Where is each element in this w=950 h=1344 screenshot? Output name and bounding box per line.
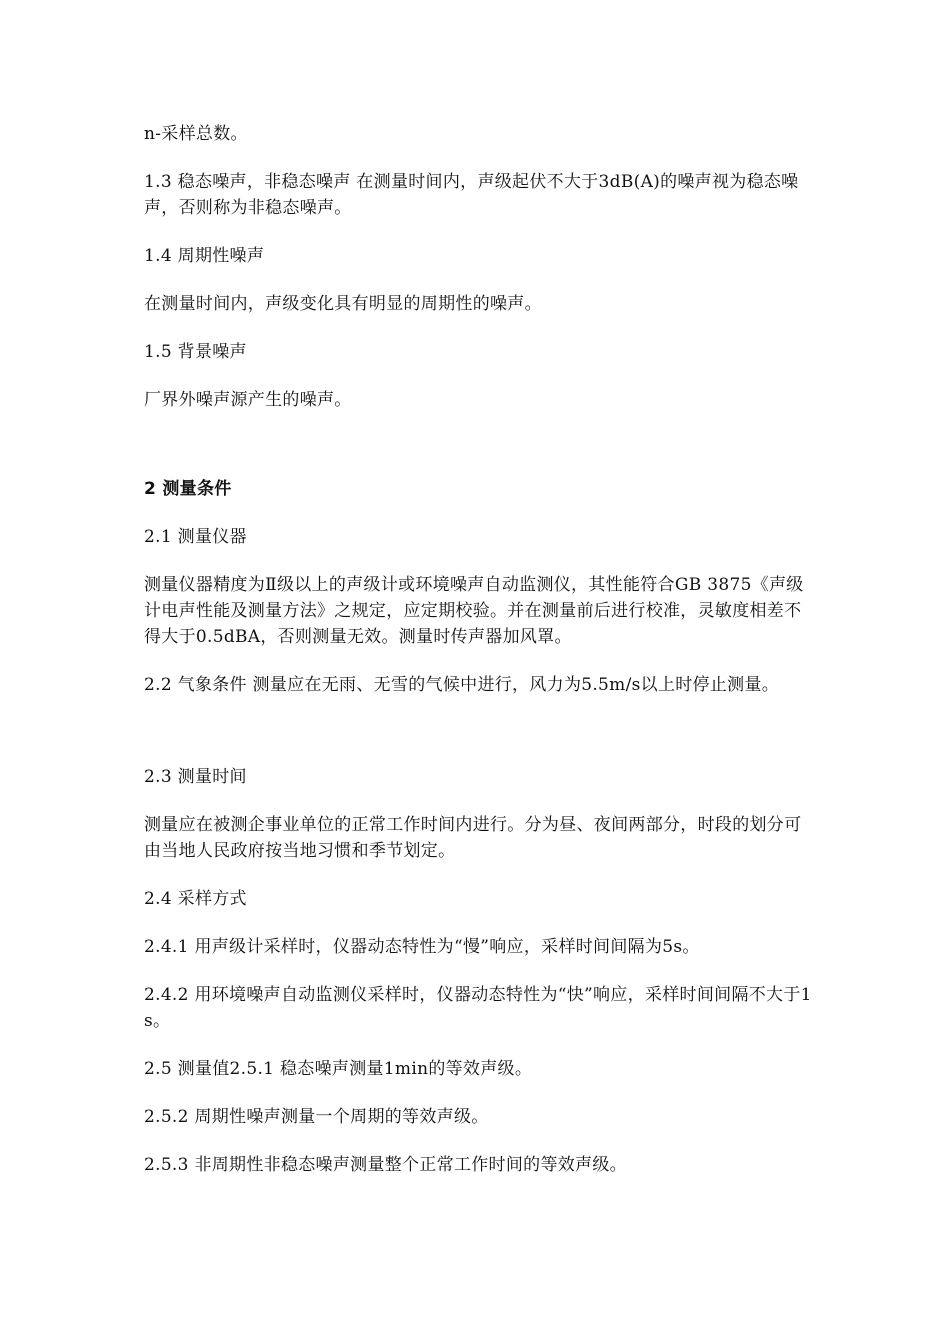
paragraph-1-3: 1.3 稳态噪声，非稳态噪声 在测量时间内，声级起伏不大于3dB(A)的噪声视为稳态噪声，否则称为非稳态噪声。 xyxy=(144,172,799,218)
heading-2-3: 2.3 测量时间 xyxy=(144,767,247,787)
heading-1-5: 1.5 背景噪声 xyxy=(144,342,247,362)
paragraph-2-5-3: 2.5.3 非周期性非稳态噪声测量整个正常工作时间的等效声级。 xyxy=(144,1155,627,1175)
paragraph-sample-count: n-采样总数。 xyxy=(144,124,248,144)
paragraph-2-3-body: 测量应在被测企事业单位的正常工作时间内进行。分为昼、夜间两部分，时段的划分可由当地人民政府按当地习惯和季节划定。 xyxy=(144,815,802,861)
paragraph-2-2: 2.2 气象条件 测量应在无雨、无雪的气候中进行，风力为5.5m/s以上时停止测量。 xyxy=(144,675,780,695)
paragraph-2-4-2: 2.4.2 用环境噪声自动监测仪采样时，仪器动态特性为“快”响应，采样时间间隔不大于1s。 xyxy=(144,985,812,1031)
heading-2-4: 2.4 采样方式 xyxy=(144,889,247,909)
paragraph-1-4-body: 在测量时间内，声级变化具有明显的周期性的噪声。 xyxy=(144,294,542,314)
paragraph-2-5-2: 2.5.2 周期性噪声测量一个周期的等效声级。 xyxy=(144,1107,489,1127)
heading-2-1: 2.1 测量仪器 xyxy=(144,527,247,547)
paragraph-1-5-body: 厂界外噪声源产生的噪声。 xyxy=(144,390,352,410)
paragraph-2-1-body: 测量仪器精度为Ⅱ级以上的声级计或环境噪声自动监测仪，其性能符合GB 3875《声级计电声性能及测量方法》之规定，应定期校验。并在测量前后进行校准，灵敏度相差不得大于0.5dBA，否则测量无效。测量时传声器加风罩。 xyxy=(144,575,804,647)
paragraph-2-5-1: 2.5 测量值2.5.1 稳态噪声测量1min的等效声级。 xyxy=(144,1059,533,1079)
heading-1-4: 1.4 周期性噪声 xyxy=(144,246,265,266)
paragraph-2-4-1: 2.4.1 用声级计采样时，仪器动态特性为“慢”响应，采样时间间隔为5s。 xyxy=(144,937,700,957)
section-heading-2: 2 测量条件 xyxy=(144,479,232,499)
document-body xyxy=(144,121,814,1178)
